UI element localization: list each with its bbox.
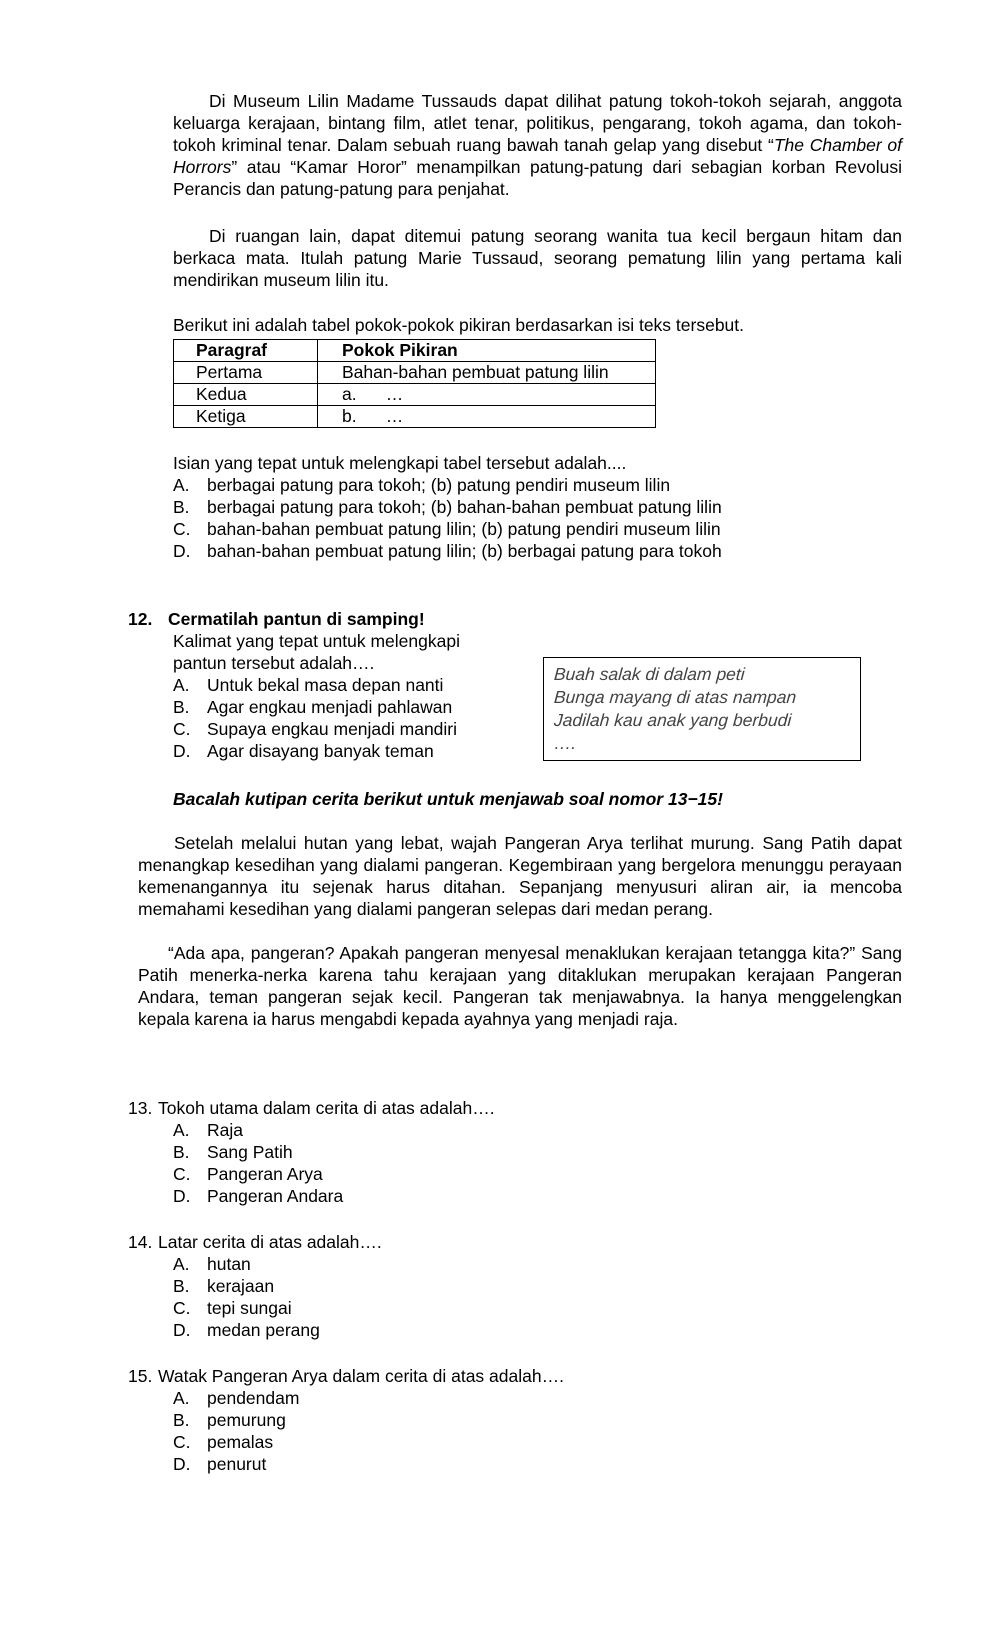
- q14-option-d[interactable]: [173, 1319, 320, 1341]
- option-letter: B.: [173, 1142, 190, 1162]
- passage-paragraph-1: [173, 90, 902, 200]
- reading-instruction: Bacalah kutipan cerita berikut untuk menjawab soal nomor 13−15!: [173, 789, 723, 809]
- pantun-line: Bunga mayang di atas nampan: [553, 687, 797, 707]
- option-letter: A.: [173, 1120, 190, 1140]
- option-letter: A.: [173, 475, 190, 495]
- option-text: pemalas: [207, 1432, 274, 1452]
- option-letter: B.: [173, 1410, 190, 1430]
- q13-option-b[interactable]: [173, 1141, 293, 1163]
- q12-title: [128, 608, 425, 630]
- q15-option-a[interactable]: [173, 1387, 299, 1409]
- table-row: [174, 362, 656, 384]
- option-letter: C.: [173, 719, 191, 739]
- q14-option-b[interactable]: [173, 1275, 274, 1297]
- passage-paragraph-2: Di ruangan lain, dapat ditemui patung seorang wanita tua kecil bergaun hitam dan berkaca mata. Itulah patung Marie Tussaud, seorang pematung lilin yang pertama kali mendirikan museum lilin itu.: [173, 226, 902, 290]
- option-letter: C.: [173, 1298, 191, 1318]
- q15-option-b[interactable]: [173, 1409, 286, 1431]
- option-text: bahan-bahan pembuat patung lilin; (b) patung pendiri museum lilin: [207, 519, 721, 539]
- passage-text: ” atau “Kamar Horor” menampilkan patung-patung dari sebagian korban Revolusi Perancis dan patung-patung para penjahat.: [173, 157, 902, 199]
- question-number: 14.: [128, 1232, 153, 1252]
- pantun-box: [543, 657, 861, 761]
- option-letter: D.: [173, 741, 191, 761]
- option-letter: B.: [173, 497, 190, 517]
- option-text: berbagai patung para tokoh; (b) patung pendiri museum lilin: [207, 475, 671, 495]
- option-letter: B.: [173, 1276, 190, 1296]
- q12-option-b[interactable]: [173, 696, 452, 718]
- q12-option-a[interactable]: [173, 674, 443, 696]
- table-cell: Bahan-bahan pembuat patung lilin: [318, 362, 656, 384]
- q13-stem: [128, 1097, 495, 1119]
- story-paragraph-2: “Ada apa, pangeran? Apakah pangeran menyesal menaklukan kerajaan tetangga kita?” Sang Patih menerka-nerka karena tahu kerajaan yang ditaklukan merupakan kerajaan Pangeran Andara, teman pangeran sejak kecil. Pangeran tak menjawabnya. Ia hanya menggelengkan kepala karena ia harus mengabdi kepada ayahnya yang menjadi raja.: [138, 943, 902, 1029]
- q13-option-c[interactable]: [173, 1163, 323, 1185]
- table-header-cell: Pokok Pikiran: [318, 340, 656, 362]
- table-row: [174, 384, 656, 406]
- option-text: Raja: [207, 1120, 243, 1140]
- option-letter: A.: [173, 675, 190, 695]
- main-ideas-table: [173, 339, 656, 428]
- option-text: pendendam: [207, 1388, 300, 1408]
- q12-option-c[interactable]: [173, 718, 457, 740]
- question-stem: Watak Pangeran Arya dalam cerita di atas adalah….: [158, 1366, 564, 1386]
- option-text: Untuk bekal masa depan nanti: [207, 675, 444, 695]
- question-number: 15.: [128, 1366, 153, 1386]
- table-cell: b. …: [318, 406, 656, 428]
- q13-option-a[interactable]: [173, 1119, 243, 1141]
- option-letter: D.: [173, 1320, 191, 1340]
- q11-stem: Isian yang tepat untuk melengkapi tabel tersebut adalah....: [173, 453, 627, 473]
- pantun-line: Jadilah kau anak yang berbudi: [553, 710, 793, 730]
- table-cell: Ketiga: [174, 406, 318, 428]
- question-stem: Latar cerita di atas adalah….: [158, 1232, 382, 1252]
- q15-stem: [128, 1365, 564, 1387]
- table-cell: Kedua: [174, 384, 318, 406]
- option-letter: A.: [173, 1254, 190, 1274]
- option-text: Agar engkau menjadi pahlawan: [207, 697, 453, 717]
- option-text: pemurung: [207, 1410, 286, 1430]
- q13-option-d[interactable]: [173, 1185, 343, 1207]
- pantun-line: Buah salak di dalam peti: [553, 664, 746, 684]
- option-letter: C.: [173, 1164, 191, 1184]
- q11-option-d[interactable]: [173, 540, 722, 562]
- table-intro: Berikut ini adalah tabel pokok-pokok pikiran berdasarkan isi teks tersebut.: [173, 315, 745, 335]
- option-letter: A.: [173, 1388, 190, 1408]
- question-number: 13.: [128, 1098, 153, 1118]
- question-stem: Tokoh utama dalam cerita di atas adalah….: [158, 1098, 495, 1118]
- q11-option-a[interactable]: [173, 474, 670, 496]
- option-text: Pangeran Arya: [207, 1164, 323, 1184]
- option-letter: C.: [173, 519, 191, 539]
- pantun-line: ….: [553, 733, 578, 753]
- story-paragraph-1: Setelah melalui hutan yang lebat, wajah Pangeran Arya terlihat murung. Sang Patih dapat menangkap kesedihan yang dialami pangeran. Kegembiraan yang bergelora menunggu perayaan kemenangannya itu sejenak harus ditahan. Sepanjang menyusuri aliran air, ia mencoba memahami kesedihan yang dialami pangeran selepas dari medan perang.: [138, 833, 902, 919]
- option-text: hutan: [207, 1254, 251, 1274]
- option-text: Agar disayang banyak teman: [207, 741, 434, 761]
- option-text: bahan-bahan pembuat patung lilin; (b) berbagai patung para tokoh: [207, 541, 722, 561]
- passage-text: Di Museum Lilin Madame Tussauds dapat dilihat patung tokoh-tokoh sejarah, anggota keluarga kerajaan, bintang film, atlet tenar, politikus, pengarang, tokoh agama, dan tokoh-tokoh kriminal tenar. Dalam sebuah ruang bawah tanah gelap yang disebut “: [173, 91, 902, 155]
- q15-option-d[interactable]: [173, 1453, 266, 1475]
- option-text: tepi sungai: [207, 1298, 292, 1318]
- option-letter: D.: [173, 1454, 191, 1474]
- table-cell: Pertama: [174, 362, 318, 384]
- q14-option-c[interactable]: [173, 1297, 292, 1319]
- q11-option-b[interactable]: [173, 496, 722, 518]
- table-header-row: [174, 340, 656, 362]
- option-text: Sang Patih: [207, 1142, 293, 1162]
- q14-option-a[interactable]: [173, 1253, 251, 1275]
- option-text: Pangeran Andara: [207, 1186, 344, 1206]
- option-text: berbagai patung para tokoh; (b) bahan-bahan pembuat patung lilin: [207, 497, 722, 517]
- option-letter: D.: [173, 1186, 191, 1206]
- option-text: penurut: [207, 1454, 267, 1474]
- q14-stem: [128, 1231, 382, 1253]
- option-text: medan perang: [207, 1320, 320, 1340]
- passage-italic-title: The Chamber of Horrors: [173, 135, 902, 177]
- q11-option-c[interactable]: [173, 518, 721, 540]
- q12-stem-line-1: Kalimat yang tepat untuk melengkapi: [173, 631, 460, 651]
- q12-option-d[interactable]: [173, 740, 434, 762]
- question-number: 12.: [128, 609, 153, 629]
- question-title: Cermatilah pantun di samping!: [168, 609, 425, 629]
- option-letter: D.: [173, 541, 191, 561]
- table-header-cell: Paragraf: [174, 340, 318, 362]
- option-text: kerajaan: [207, 1276, 275, 1296]
- q15-option-c[interactable]: [173, 1431, 273, 1453]
- table-row: [174, 406, 656, 428]
- option-letter: B.: [173, 697, 190, 717]
- option-text: Supaya engkau menjadi mandiri: [207, 719, 458, 739]
- q12-stem-line-2: pantun tersebut adalah….: [173, 653, 375, 673]
- option-letter: C.: [173, 1432, 191, 1452]
- table-cell: a. …: [318, 384, 656, 406]
